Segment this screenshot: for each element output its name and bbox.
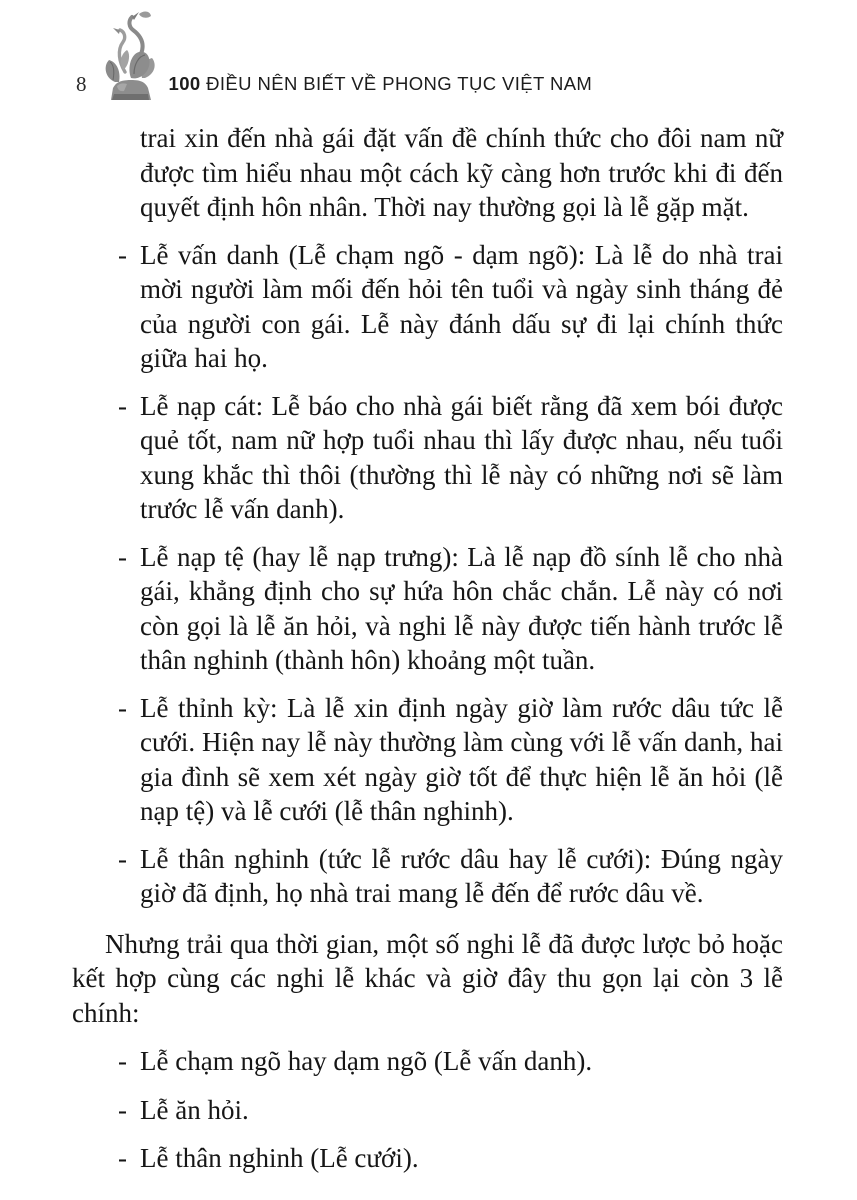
list-item-ceremony [72,238,783,376]
bullet-dash: - [118,1143,127,1173]
list-item-text: Lễ nạp tệ (hay lễ nạp trưng): Là lễ nạp đồ sính lễ cho nhà gái, khẳng định cho sự hứa hôn chắc chắn. Lễ này có nơi còn gọi là lễ ăn hỏi, và nghi lễ này được tiến hành trước lễ thân nghinh (thành hôn) khoảng một tuần. [140,541,783,675]
bullet-dash: - [118,1094,127,1125]
list-item-text: Lễ ăn hỏi. [140,1094,249,1125]
bullet-dash: - [118,692,127,723]
list-item-main-ceremony [72,1093,783,1128]
bullet-dash: - [118,843,127,874]
bullet-dash: - [118,541,127,572]
list-item-text: Lễ thỉnh kỳ: Là lễ xin định ngày giờ làm rước dâu tức lễ cưới. Hiện nay lễ này thường làm cùng với lễ vấn danh, hai gia đình sẽ xem xét ngày giờ tốt để thực hiện lễ ăn hỏi (lễ nạp tệ) và lễ cưới (lễ thân nghinh). [140,692,783,826]
continuation-paragraph: trai xin đến nhà gái đặt vấn đề chính thức cho đôi nam nữ được tìm hiểu nhau một cách kỹ càng hơn trước khi đi đến quyết định hôn nhân. Thời nay thường gọi là lễ gặp mặt. [140,123,783,222]
list-item-main-ceremony [72,1141,783,1176]
list-item-main-ceremony [72,1044,783,1079]
cranes-statue-icon [101,8,159,101]
bullet-dash: - [118,390,127,421]
book-title [168,72,593,102]
list-item-ceremony [72,540,783,678]
summary-paragraph: Nhưng trải qua thời gian, một số nghi lễ đã được lược bỏ hoặc kết hợp cùng các nghi lễ khác và giờ đây thu gọn lại còn 3 lễ chính: [72,928,783,1028]
bullet-dash: - [118,239,127,270]
list-item-text: Lễ thân nghinh (tức lễ rước dâu hay lễ cưới): Đúng ngày giờ đã định, họ nhà trai mang lễ đến để rước dâu về. [140,843,783,908]
list-item-text: Lễ vấn danh (Lễ chạm ngõ - dạm ngõ): Là lễ do nhà trai mời người làm mối đến hỏi tên tuổi và ngày sinh tháng đẻ của người con gái. Lễ này đánh dấu sự đi lại chính thức giữa hai họ. [140,239,783,373]
list-item-text: Lễ thân nghinh (Lễ cưới). [140,1143,419,1173]
page-body-text [72,121,783,1176]
page-header [76,8,592,101]
list-item-text: Lễ chạm ngõ hay dạm ngõ (Lễ vấn danh). [140,1046,593,1076]
bullet-dash: - [118,1046,127,1076]
list-item-ceremony [72,691,783,829]
list-item-text: Lễ nạp cát: Lễ báo cho nhà gái biết rằng đã xem bói được quẻ tốt, nam nữ hợp tuổi nhau thì lấy được nhau, nếu tuổi xung khắc thì thôi (thường thì lễ này có những nơi sẽ làm trước lễ vấn danh). [140,390,783,524]
page-number: 8 [76,72,87,96]
list-item-ceremony [72,389,783,527]
book-title-text: ĐIỀU NÊN BIẾT VỀ PHONG TỤC VIỆT NAM [206,72,593,94]
book-title-number: 100 [168,72,201,94]
list-item-ceremony [72,842,783,911]
